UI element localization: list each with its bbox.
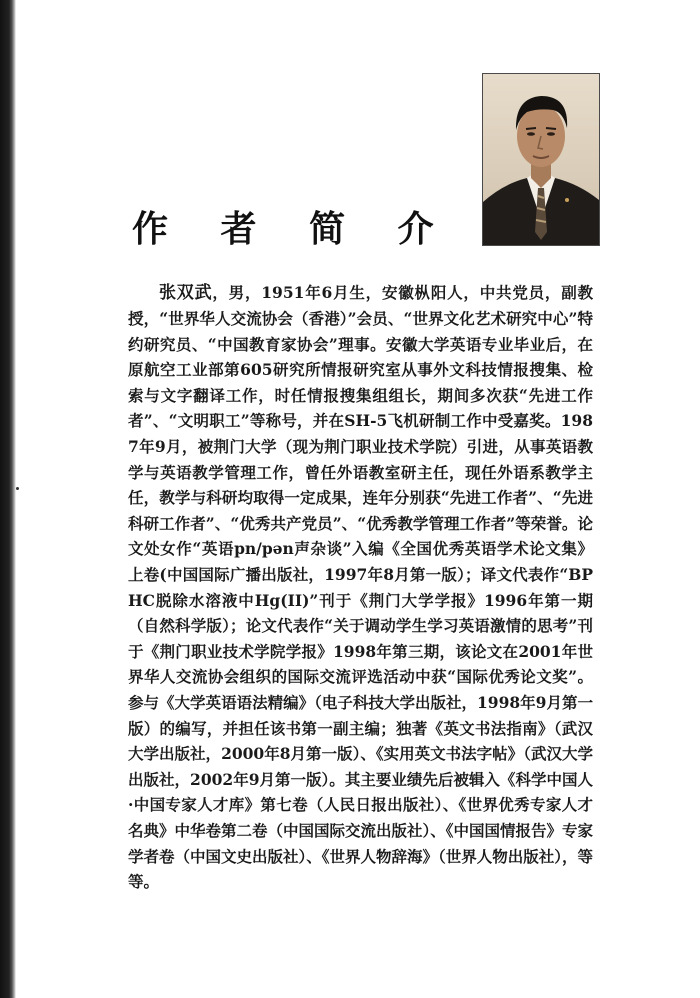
author-portrait-icon (482, 73, 600, 246)
page-binding-edge (0, 0, 16, 998)
author-biography (128, 280, 593, 895)
page-title: 作 者 简 介 (132, 209, 454, 250)
biography-text: ，男，1951年6月生，安徽枞阳人，中共党员，副教授，“世界华人交流协会（香港）”会员、“世界文化艺术研究中心”特约研究员、“中国教育家协会”理事。安徽大学英语专业毕业后，在原航空工业部第605研究所情报研究室从事外文科技情报搜集、检索与文字翻译工作，时任情报搜集组组长，期间多次获“先进工作者”、“文明职工”等称号，并在SH-5飞机研制工作中受嘉奖。1987年9月，被荆门大学（现为荆门职业技术学院）引进，从事英语教学与英语教学管理工作，曾任外语教室研主任，现任外语系教学主任，教学与科研均取得一定成果，连年分别获“先进工作者”、“先进科研工作者”、“优秀共产党员”、“优秀教学管理工作者”等荣誉。论文处女作“英语pn/pən声杂谈”入编《全国优秀英语学术论文集》上卷(中国国际广播出版社，1997年8月第一版）；译文代表作“BPHC脱除水溶液中Hg(II)”刊于《荆门大学学报》1996年第一期（自然科学版）；论文代表作“关于调动学生学习英语激情的思考”刊于《荆门职业技术学院学报》1998年第三期，该论文在2001年世界华人交流协会组织的国际交流评选活动中获“国际优秀论文奖”。参与《大学英语语法精编》（电子科技大学出版社，1998年9月第一版）的编写，并担任该书第一副主编；独著《英文书法指南》（武汉大学出版社，2000年8月第一版）、《实用英文书法字帖》（武汉大学出版社，2002年9月第一版）。其主要业绩先后被辑入《科学中国人·中国专家人才库》第七卷（人民日报出版社）、《世界优秀专家人才名典》中华卷第二卷（中国国际交流出版社）、《中国国情报告》专家学者卷（中国文史出版社）、《世界人物辞海》（世界人物出版社），等等。 (128, 282, 594, 892)
author-name: 张双武 (159, 282, 213, 303)
scan-speck (16, 487, 19, 490)
